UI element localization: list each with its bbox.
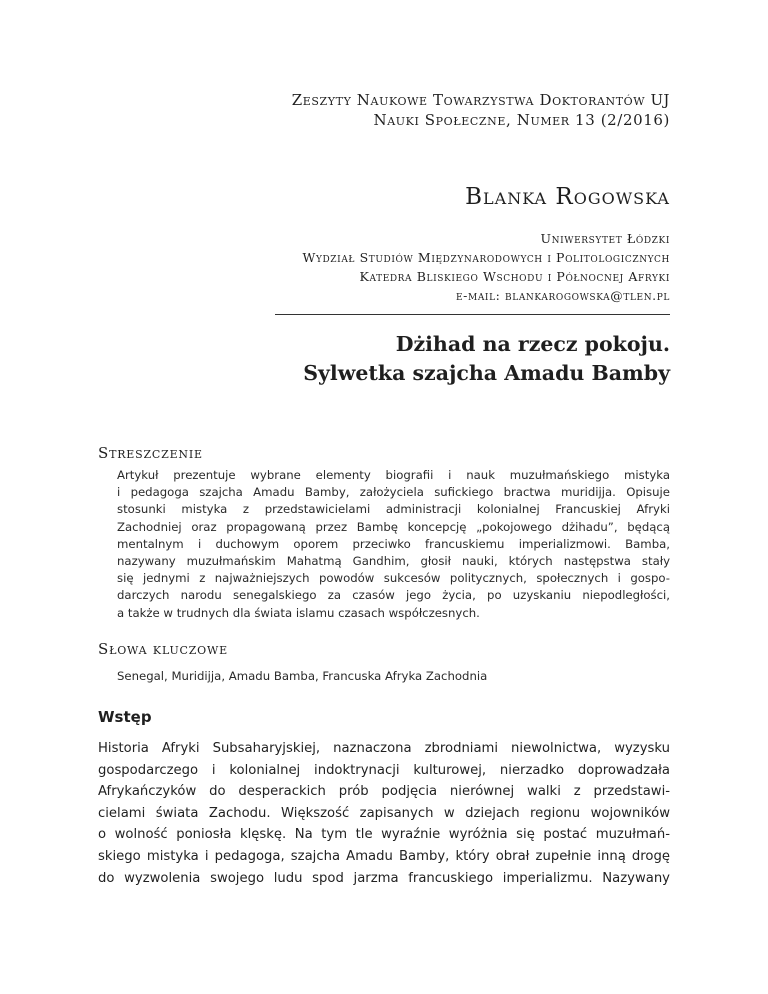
abstract-line: darczych narodu senegalskiego za czasów jego życia, po uzyskaniu niepodległości, [117, 588, 670, 603]
abstract-heading: Streszczenie [98, 444, 203, 462]
author-name: Blanka Rogowska [465, 184, 670, 210]
abstract-line: i pedagoga szajcha Amadu Bamby, założyciela sufickiego bractwa muridijja. Opisuje [117, 485, 670, 500]
title-divider [275, 314, 670, 315]
body-line: cielami świata Zachodu. Większość zapisanych w dziejach regionu wojowników [98, 805, 670, 821]
body-line: do wyzwolenia swojego ludu spod jarzma francuskiego imperializmu. Nazywany [98, 870, 670, 886]
body-line: o wolność poniosła klęskę. Na tym tle wyraźnie wyróżnia się postać muzułmań- [98, 827, 670, 843]
abstract-line: nazywany muzułmańskim Mahatmą Gandhim, głosił nauki, których następstwa stały [117, 554, 670, 569]
author-affiliation [70, 229, 670, 305]
abstract-line: Artykuł prezentuje wybrane elementy biografii i nauk muzułmańskiego mistyka [117, 468, 670, 482]
abstract-line: mentalnym i duchowym oporem przeciwko francuskiemu imperializmowi. Bamba, [117, 536, 670, 551]
body-line: skiego mistyka i pedagoga, szajcha Amadu Bamby, który obrał zupełnie inną drogę [98, 848, 670, 864]
body-line: gospodarczego i kolonialnej indoktrynacji kulturowej, nierzadko doprowadzała [98, 762, 670, 778]
intro-heading: Wstęp [98, 708, 152, 726]
keywords-heading: Słowa kluczowe [98, 640, 228, 658]
abstract-line: się jednymi z najważniejszych powodów sukcesów politycznych, społecznych i gospo- [117, 571, 670, 586]
abstract-line: stosunki mistyka z przedstawicielami administracji kolonialnej Francuskiej Afryki [117, 502, 670, 517]
affiliation-email: e-mail: blankarogowska@tlen.pl [456, 288, 670, 303]
article-title [150, 330, 670, 388]
journal-title: Zeszyty Naukowe Towarzystwa Doktorantów UJ [291, 91, 670, 109]
affiliation-university: Uniwersytet Łódzki [540, 231, 670, 246]
keywords-text: Senegal, Muridijja, Amadu Bamba, Francuska Afryka Zachodnia [117, 669, 488, 683]
body-line: Historia Afryki Subsaharyjskiej, naznaczona zbrodniami niewolnictwa, wyzysku [98, 741, 670, 756]
abstract-line: Zachodniej oraz propagowaną przez Bambę koncepcję „pokojowego dżihadu”, będącą [117, 519, 670, 534]
journal-header [110, 90, 670, 130]
affiliation-department: Katedra Bliskiego Wschodu i Północnej Afryki [359, 269, 670, 284]
abstract-line: a także w trudnych dla świata islamu czasach współczesnych. [117, 605, 480, 620]
title-line-2: Sylwetka szajcha Amadu Bamby [303, 361, 670, 385]
intro-text [98, 738, 670, 889]
affiliation-faculty: Wydział Studiów Międzynarodowych i Politologicznych [302, 250, 670, 265]
title-line-1: Dżihad na rzecz pokoju. [395, 332, 670, 356]
journal-issue: Nauki Społeczne, Numer 13 (2/2016) [373, 111, 670, 129]
abstract-text [117, 467, 670, 622]
body-line: Afrykańczyków do desperackich prób podjęcia nierównej walki z przedstawi- [98, 784, 670, 800]
